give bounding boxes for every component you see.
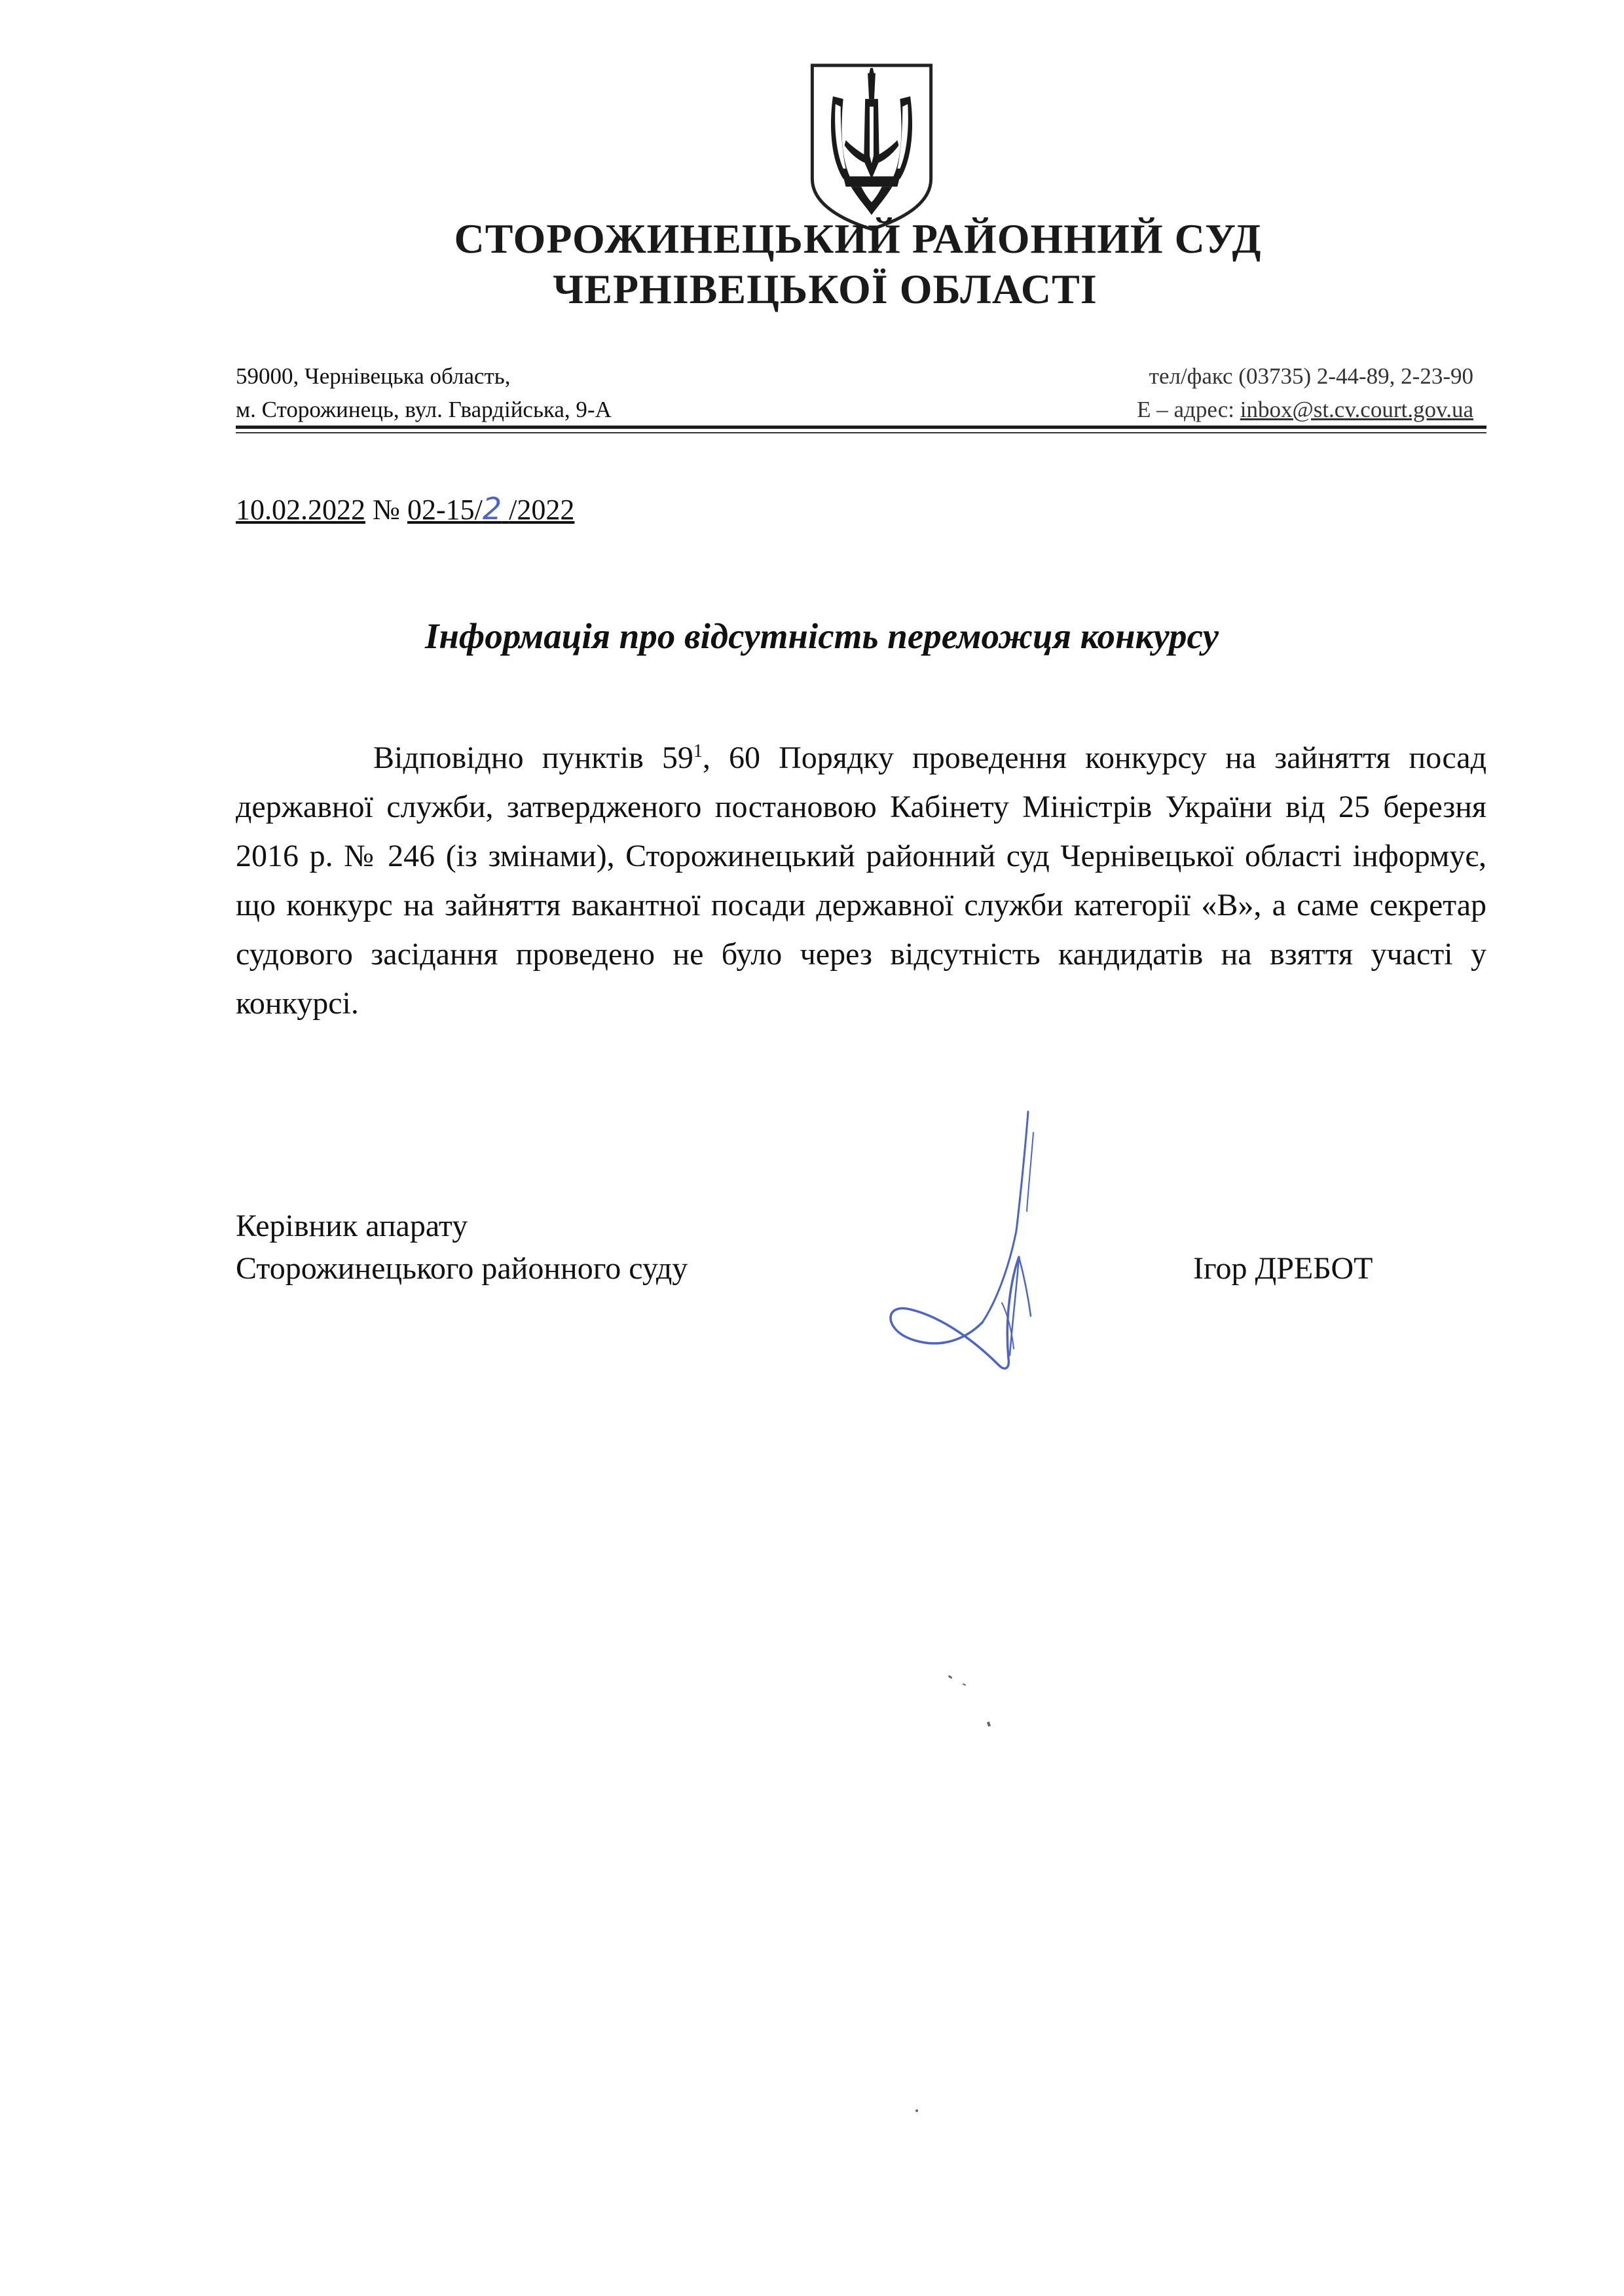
scan-speck: [948, 1675, 953, 1679]
body-text-part-1: Відповідно пунктів 59: [373, 740, 693, 775]
scan-speck: [987, 1722, 991, 1727]
coat-of-arms-icon: [807, 60, 936, 233]
address-line-1: 59000, Чернівецька область,: [236, 363, 511, 389]
body-superscript: 1: [693, 741, 703, 761]
header-divider-thick: [236, 426, 1486, 429]
scan-speck: [915, 2109, 918, 2112]
registration-number-handwritten: 2: [482, 491, 502, 526]
signatory-position-line-1: Керівник апарату: [236, 1209, 468, 1243]
court-name-line-2: ЧЕРНІВЕЦЬКОЇ ОБЛАСТІ: [553, 266, 1098, 312]
address-line-2: м. Сторожинець, вул. Гвардійська, 9-А: [236, 397, 612, 422]
body-text-part-2: , 60 Порядку проведення конкурсу на зайняття посад державної служби, затвердженого постановою Кабінету Міністрів України від 25 березня 2016 р. № 246 (із змінами), Сторожинецький районний суд Чернівецької області інформує, що конкурс на зайняття вакантної посади державної служби категорії «В», а саме секретар судового засідання проведено не було через відсутність кандидатів на взяття участі у конкурсі.: [236, 740, 1487, 1021]
signatory-name: Ігор ДРЕБОТ: [1193, 1251, 1373, 1286]
scan-speck: [963, 1683, 966, 1686]
registration-number-suffix: /2022: [509, 494, 575, 526]
document-title: Інформація про відсутність переможця конкурсу: [424, 616, 1219, 656]
signatory-position-line-2: Сторожинецького районного суду: [236, 1251, 688, 1286]
registration-date: 10.02.2022: [236, 494, 365, 526]
registration-number: [407, 491, 575, 526]
number-sign: №: [373, 494, 400, 526]
email-line: [1137, 397, 1473, 423]
phone-fax: тел/факс (03735) 2-44-89, 2-23-90: [1149, 363, 1473, 389]
email-label: E – адрес:: [1137, 397, 1234, 422]
court-name-line-1: СТОРОЖИНЕЦЬКИЙ РАЙОННИЙ СУД: [454, 215, 1262, 262]
header-divider-thin: [236, 432, 1486, 433]
email-address: inbox@st.cv.court.gov.ua: [1240, 397, 1473, 422]
body-paragraph: [236, 733, 1486, 1028]
registration-number-prefix: 02-15/: [407, 494, 483, 526]
registration-line: [236, 491, 574, 526]
handwritten-signature-icon: [864, 1106, 1080, 1394]
